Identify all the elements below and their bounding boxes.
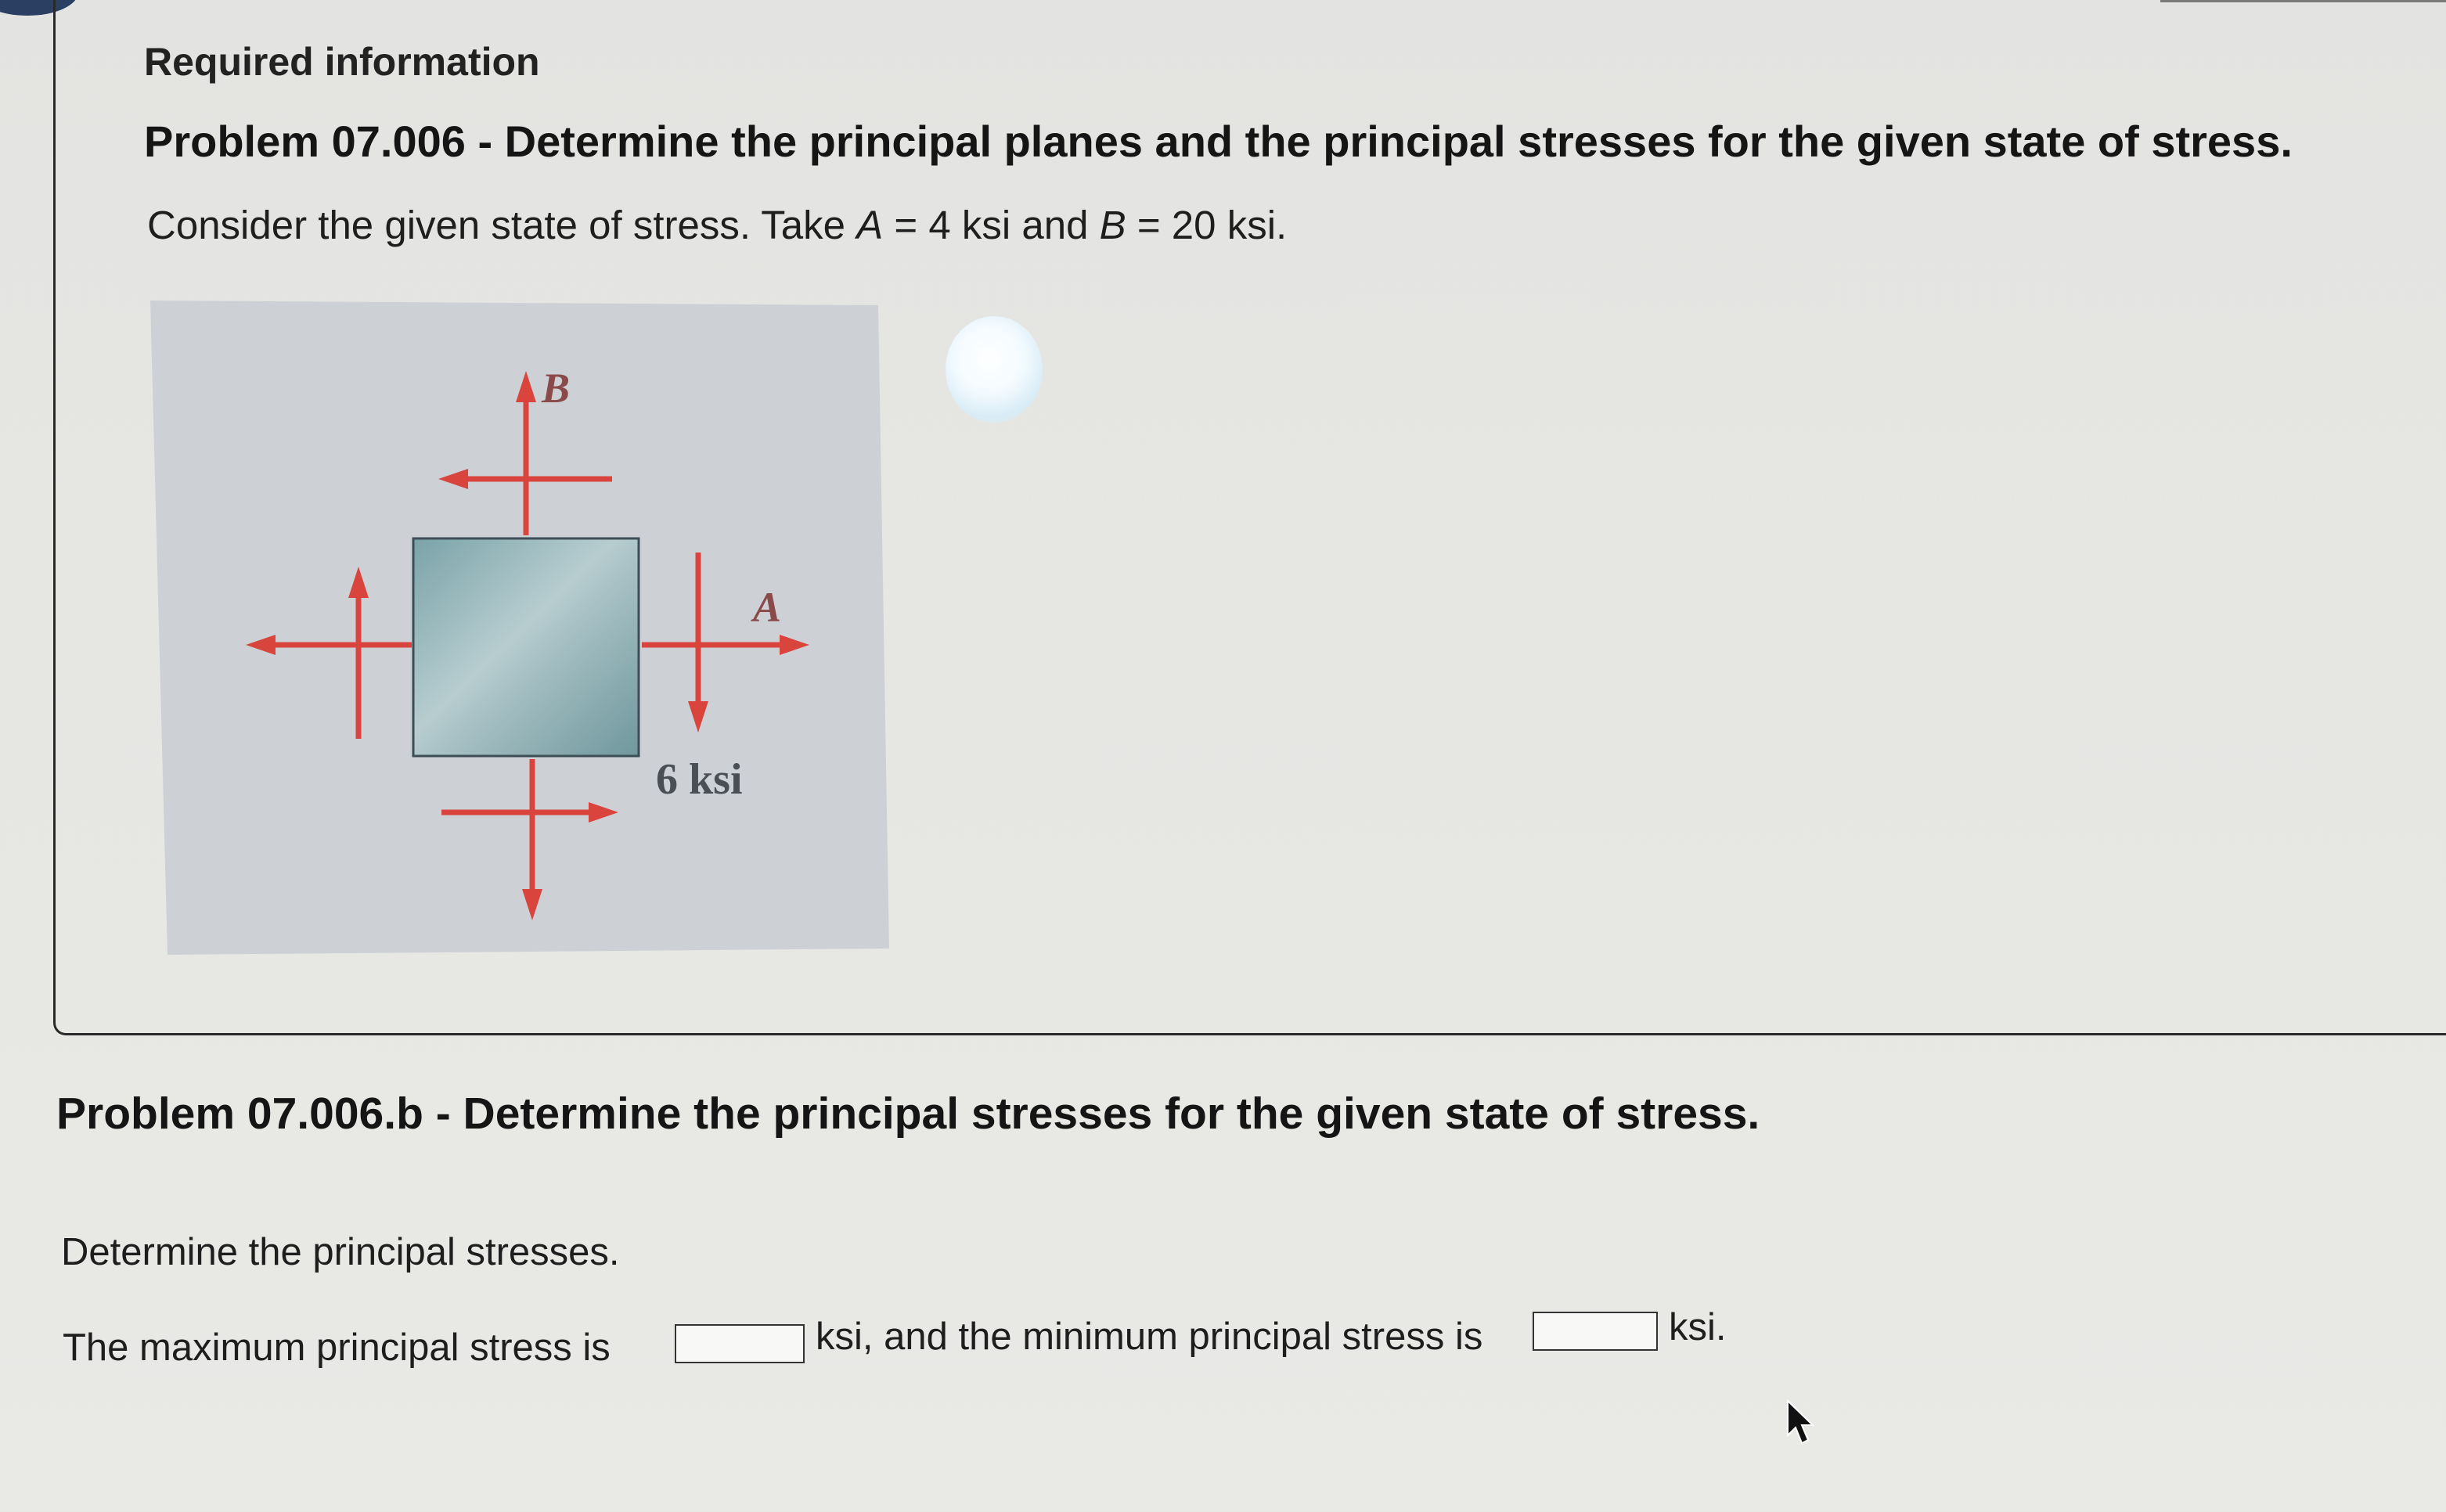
required-information-label: Required information <box>144 40 540 84</box>
min-principal-stress-input[interactable] <box>1533 1312 1658 1351</box>
problem-title: Problem 07.006 - Determine the principal planes and the principal stresses for the given state of stress. <box>144 117 2293 166</box>
min-stress-label: ksi, and the minimum principal stress is <box>816 1316 1483 1358</box>
screen-glare <box>946 316 1043 423</box>
value-a: = 4 ksi and <box>883 203 1100 247</box>
ksi-unit-label: ksi. <box>1669 1306 1727 1348</box>
answer-line <box>63 1306 1863 1377</box>
stress-element-figure <box>150 301 889 955</box>
part-b-prompt: Determine the principal stresses. <box>61 1231 620 1273</box>
variable-b: B <box>1099 203 1126 247</box>
part-b-title: Problem 07.006.b - Determine the principal stresses for the given state of stress. <box>56 1089 1760 1139</box>
stress-element-square <box>413 538 639 756</box>
mouse-pointer-icon <box>1785 1399 1816 1450</box>
label-a: A <box>753 584 782 631</box>
variable-a: A <box>856 203 884 247</box>
max-principal-stress-input[interactable] <box>675 1324 805 1363</box>
max-stress-label: The maximum principal stress is <box>63 1327 611 1369</box>
given-statement <box>147 202 1287 248</box>
value-b: = 20 ksi. <box>1126 203 1288 247</box>
label-shear-stress: 6 ksi <box>656 755 743 804</box>
label-b: B <box>542 365 571 412</box>
given-prefix: Consider the given state of stress. Take <box>147 203 857 247</box>
